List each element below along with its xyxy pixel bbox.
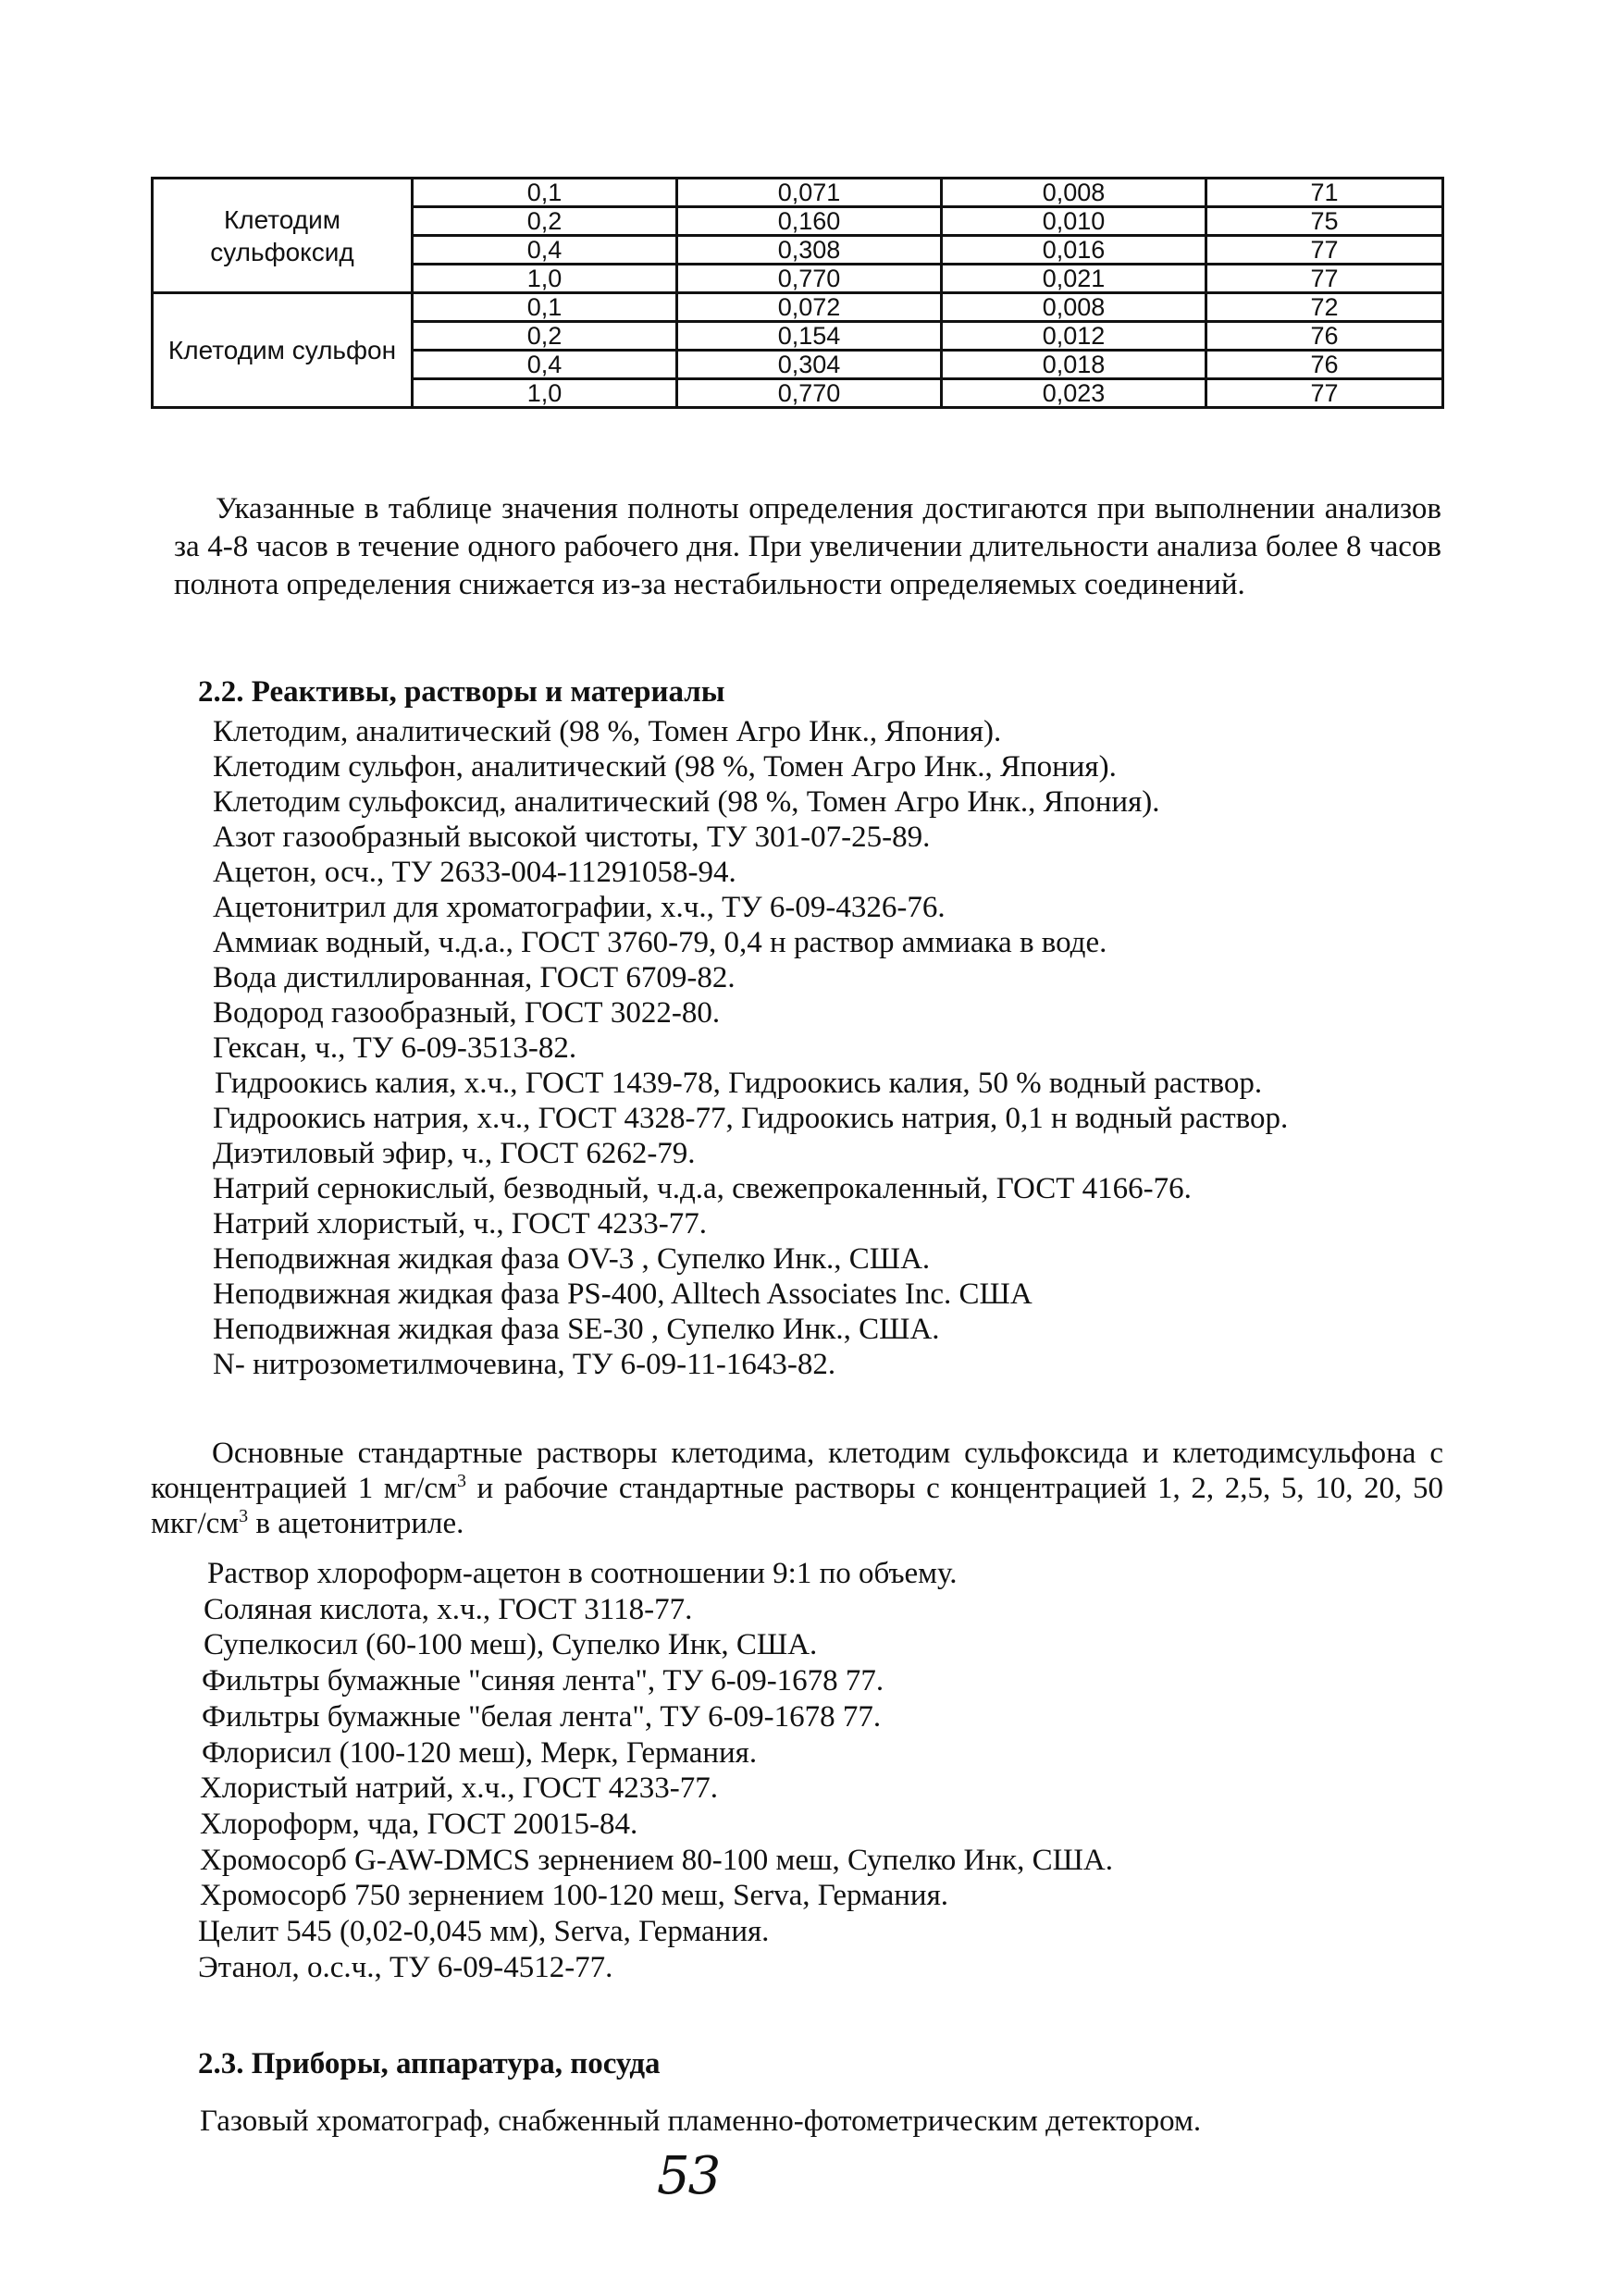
list-item: Хромосорб 750 зернением 100-120 меш, Serva, Германия. [200, 1879, 949, 1913]
table-cell: 0,008 [942, 293, 1206, 322]
table-cell: 0,1 [413, 293, 677, 322]
superscript-3: 3 [239, 1506, 249, 1526]
list-item: Гидроокись натрия, х.ч., ГОСТ 4328-77, Гидроокись натрия, 0,1 н водный раствор. [213, 1102, 1289, 1135]
section-2-3-heading: 2.3. Приборы, аппаратура, посуда [198, 2047, 661, 2080]
reagents-list [0, 714, 1620, 1382]
table-cell: 77 [1206, 379, 1443, 408]
table-cell: 1,0 [413, 379, 677, 408]
list-item: Вода дистиллированная, ГОСТ 6709-82. [213, 961, 736, 994]
list-item: Натрий хлористый, ч., ГОСТ 4233-77. [213, 1207, 708, 1241]
table-cell: 0,012 [942, 322, 1206, 351]
table-cell: 0,071 [677, 179, 942, 207]
list-item: Этанол, о.с.ч., ТУ 6-09-4512-77. [198, 1950, 613, 1984]
table-cell: 0,018 [942, 351, 1206, 379]
table-cell: 71 [1206, 179, 1443, 207]
reagents-list-continued [0, 1556, 1620, 1985]
intro-paragraph [174, 490, 1441, 604]
list-item: Ацетонитрил для хроматографии, х.ч., ТУ 6-09-4326-76. [213, 891, 946, 924]
table-cell: 0,2 [413, 322, 677, 351]
list-item: Гидроокись калия, х.ч., ГОСТ 1439-78, Гидроокись калия, 50 % водный раствор. [215, 1067, 1263, 1100]
list-item: Соляная кислота, х.ч., ГОСТ 3118-77. [204, 1592, 693, 1626]
table-cell: 76 [1206, 322, 1443, 351]
list-item: Клетодим, аналитический (98 %, Томен Агро Инк., Япония). [213, 715, 1002, 748]
list-item: Аммиак водный, ч.д.а., ГОСТ 3760-79, 0,4 н раствор аммиака в воде. [213, 926, 1107, 959]
list-item: Клетодим сульфоксид, аналитический (98 %, Томен Агро Инк., Япония). [213, 785, 1160, 819]
table-cell: 0,154 [677, 322, 942, 351]
table-cell: 0,770 [677, 265, 942, 293]
superscript-3: 3 [456, 1471, 466, 1491]
section-2-2-heading: 2.2. Реактивы, растворы и материалы [198, 675, 725, 709]
table-cell: 0,2 [413, 207, 677, 236]
stock-solutions-paragraph [151, 1436, 1443, 1541]
list-item: Флорисил (100-120 меш), Мерк, Германия. [202, 1735, 758, 1770]
table-cell: 0,770 [677, 379, 942, 408]
stock-solution-text-1: Основные стандартные растворы клетодима, клетодим сульфоксида и клетодимсульфона с концентрацией 1 мг/см [151, 1437, 1443, 1505]
list-item: Неподвижная жидкая фаза SE-30 , Супелко Инк., США. [213, 1313, 940, 1346]
compound-name-cell: Клетодим сульфоксид [153, 179, 413, 293]
list-item: Клетодим сульфон, аналитический (98 %, Томен Агро Инк., Япония). [213, 750, 1117, 784]
compound-name-cell: Клетодим сульфон [153, 293, 413, 408]
table-cell: 0,010 [942, 207, 1206, 236]
list-item: Фильтры бумажные "белая лента", ТУ 6-09-1678 77. [202, 1699, 882, 1734]
table-cell: 77 [1206, 265, 1443, 293]
recovery-table [151, 177, 1444, 409]
table-row [153, 179, 1443, 207]
table-cell: 0,008 [942, 179, 1206, 207]
table-cell: 0,4 [413, 236, 677, 265]
list-item: Хлороформ, чда, ГОСТ 20015-84. [200, 1807, 638, 1841]
table-cell: 0,308 [677, 236, 942, 265]
table-cell: 72 [1206, 293, 1443, 322]
list-item: Хлористый натрий, х.ч., ГОСТ 4233-77. [200, 1771, 718, 1806]
list-item: Гексан, ч., ТУ 6-09-3513-82. [213, 1031, 577, 1065]
table-cell: 0,4 [413, 351, 677, 379]
list-item: N- нитрозометилмочевина, ТУ 6-09-11-1643-82. [213, 1348, 836, 1381]
list-item: Неподвижная жидкая фаза OV-3 , Супелко Инк., США. [213, 1242, 931, 1276]
table-cell: 77 [1206, 236, 1443, 265]
table-cell: 75 [1206, 207, 1443, 236]
list-item: Супелкосил (60-100 меш), Супелко Инк, США. [204, 1628, 818, 1662]
table-cell: 0,160 [677, 207, 942, 236]
page-number: 53 [657, 2146, 720, 2206]
table-cell: 1,0 [413, 265, 677, 293]
list-item: Водород газообразный, ГОСТ 3022-80. [213, 996, 721, 1030]
list-item: Хромосорб G-AW-DMCS зернением 80-100 меш, Супелко Инк, США. [200, 1843, 1113, 1877]
table-cell: 0,072 [677, 293, 942, 322]
table-cell: 76 [1206, 351, 1443, 379]
table-cell: 0,304 [677, 351, 942, 379]
list-item: Натрий сернокислый, безводный, ч.д.а, свежепрокаленный, ГОСТ 4166-76. [213, 1172, 1192, 1205]
table-cell: 0,021 [942, 265, 1206, 293]
list-item: Неподвижная жидкая фаза PS-400, Alltech Associates Inc. США [213, 1278, 1033, 1311]
table-cell: 0,023 [942, 379, 1206, 408]
table-row [153, 293, 1443, 322]
list-item: Фильтры бумажные "синяя лента", ТУ 6-09-1678 77. [202, 1664, 884, 1698]
stock-solution-text-3: в ацетонитриле. [248, 1507, 464, 1540]
list-item: Раствор хлороформ-ацетон в соотношении 9:1 по объему. [207, 1557, 958, 1590]
list-item: Ацетон, осч., ТУ 2633-004-11291058-94. [213, 856, 736, 889]
list-item: Диэтиловый эфир, ч., ГОСТ 6262-79. [213, 1137, 696, 1170]
section-2-3-first-item: Газовый хроматограф, снабженный пламенно-фотометрическим детектором. [200, 2105, 1202, 2138]
intro-paragraph-text: Указанные в таблице значения полноты определения достигаются при выполнении анализов за 4-8 часов в течение одного рабочего дня. При увеличении длительности анализа более 8 часов полнота определения снижается из-за нестабильности определяемых соединений. [174, 492, 1441, 601]
list-item: Азот газообразный высокой чистоты, ТУ 301-07-25-89. [213, 821, 931, 854]
table-cell: 0,016 [942, 236, 1206, 265]
list-item: Целит 545 (0,02-0,045 мм), Serva, Германия. [198, 1915, 770, 1949]
table-cell: 0,1 [413, 179, 677, 207]
stock-solution-text-2: и рабочие стандартные растворы с концентрацией 1, 2, 2,5, 5, 10, 20, 50 мкг/см [151, 1472, 1443, 1540]
